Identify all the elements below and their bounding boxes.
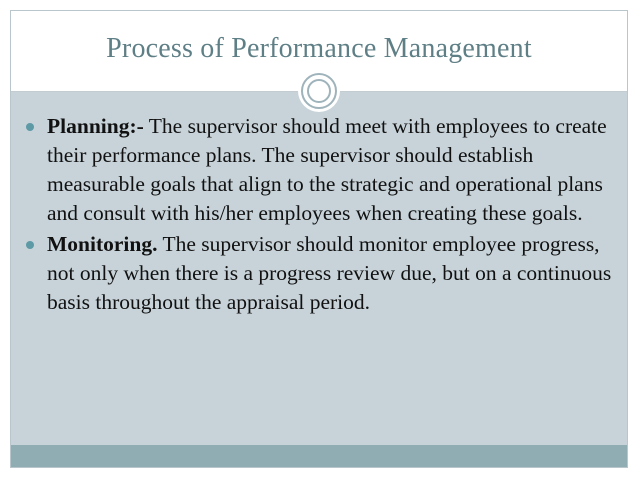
bullet-lead: Planning:- <box>47 114 144 138</box>
bullet-list <box>25 112 615 319</box>
round-bullet-icon <box>26 123 34 131</box>
bullet-lead: Monitoring. <box>47 232 158 256</box>
inner-ring <box>307 79 331 103</box>
bullet-planning <box>25 112 615 228</box>
bullet-monitoring <box>25 230 615 317</box>
double-ring-icon <box>301 73 337 109</box>
bottom-bar <box>11 445 627 467</box>
slide-title: Process of Performance Management <box>106 33 532 64</box>
bullet-text: The supervisor should monitor employee progress, not only when there is a progress review due, but on a continuous basis throughout the appraisal period. <box>47 232 612 314</box>
round-bullet-icon <box>26 241 34 249</box>
bullet-text: The supervisor should meet with employees to create their performance plans. The supervisor should establish measurable goals that align to the strategic and operational plans and consult with his/her employees when creating these goals. <box>47 114 607 225</box>
slide <box>10 10 628 468</box>
